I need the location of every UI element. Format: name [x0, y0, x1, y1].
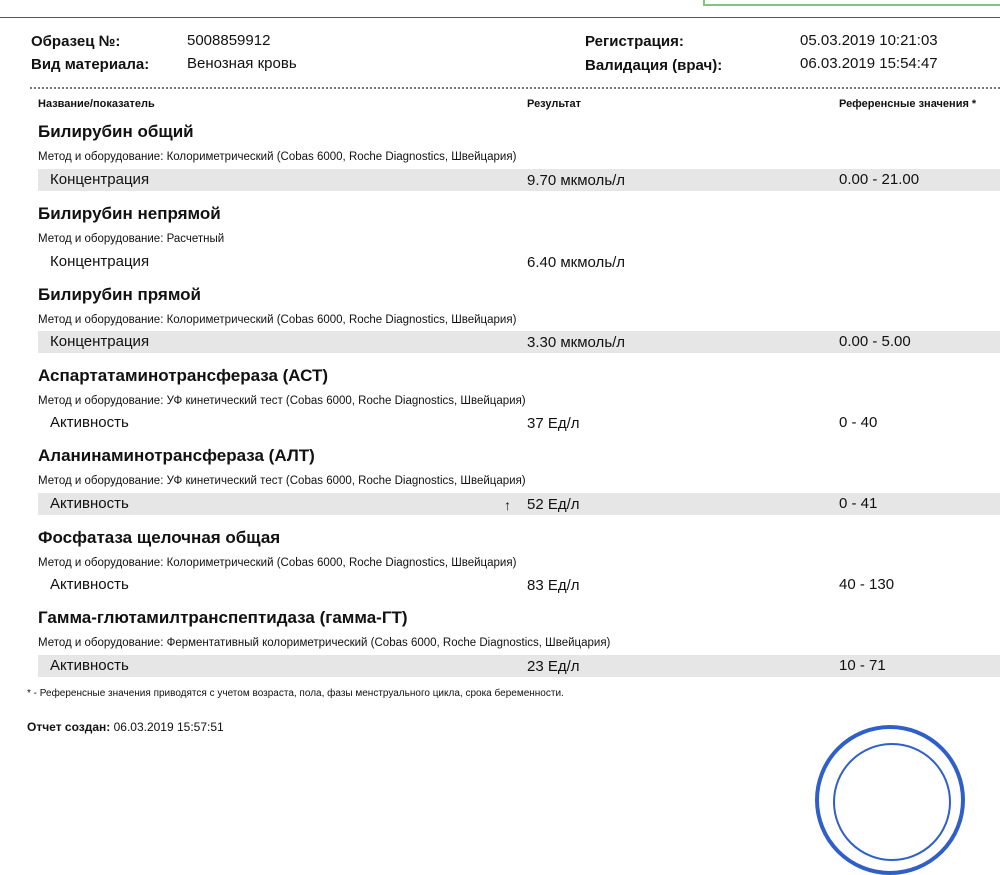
parameter-name: Активность: [50, 576, 129, 593]
validation-label: Валидация (врач):: [585, 57, 723, 74]
result-value: 6.40 мкмоль/л: [527, 254, 626, 271]
method-prefix: Метод и оборудование:: [38, 475, 164, 487]
test-title: Аспартатаминотрансфераза (АСТ): [38, 366, 329, 385]
column-header-name: Название/показатель: [38, 98, 155, 110]
method-prefix: Метод и оборудование:: [38, 395, 164, 407]
result-value: 83 Ед/л: [527, 577, 580, 594]
result-row: [38, 251, 1000, 273]
result-value: 3.30 мкмоль/л: [527, 334, 626, 351]
parameter-name: Концентрация: [50, 333, 150, 350]
result-value: 9.70 мкмоль/л: [527, 172, 626, 189]
result-row: [38, 655, 1000, 677]
reference-range: 0 - 40: [839, 414, 878, 431]
dotted-separator: [30, 87, 1000, 89]
result-row: [38, 331, 1000, 353]
test-title: Билирубин непрямой: [38, 204, 221, 223]
stamp-inner-ring: [833, 743, 951, 861]
test-title: Гамма-глютамилтранспептидаза (гамма-ГТ): [38, 608, 408, 627]
material-type-label: Вид материала:: [31, 56, 150, 73]
sample-number-value: 5008859912: [187, 32, 271, 49]
test-title: Фосфатаза щелочная общая: [38, 528, 281, 547]
parameter-name: Активность: [50, 657, 129, 674]
method-text: Ферментативный колориметрический (Cobas 6000, Roche Diagnostics, Швейцария): [166, 637, 611, 649]
parameter-name: Концентрация: [50, 253, 150, 270]
material-type-value: Венозная кровь: [187, 55, 297, 72]
validation-value: 06.03.2019 15:54:47: [800, 55, 938, 72]
stamp-seal: [815, 725, 965, 875]
test-method: [38, 557, 516, 569]
report-created-value: 06.03.2019 15:57:51: [113, 720, 224, 734]
reference-range: 0.00 - 21.00: [839, 171, 920, 188]
parameter-name: Активность: [50, 495, 129, 512]
parameter-name: Концентрация: [50, 171, 150, 188]
registration-value: 05.03.2019 10:21:03: [800, 32, 938, 49]
method-text: УФ кинетический тест (Cobas 6000, Roche Diagnostics, Швейцария): [166, 475, 526, 487]
test-method: [38, 233, 224, 245]
method-text: Колориметрический (Cobas 6000, Roche Diagnostics, Швейцария): [166, 151, 517, 163]
result-row: [38, 412, 1000, 434]
method-text: Расчетный: [166, 233, 225, 245]
reference-range: 0.00 - 5.00: [839, 333, 911, 350]
result-value: 52 Ед/л: [527, 496, 580, 513]
sample-number-label: Образец №:: [31, 33, 121, 50]
result-row: [38, 493, 1000, 515]
test-method: [38, 151, 516, 163]
reference-range: 0 - 41: [839, 495, 878, 512]
reference-range: 40 - 130: [839, 576, 895, 593]
method-prefix: Метод и оборудование:: [38, 233, 164, 245]
test-method: [38, 395, 526, 407]
top-green-frame: [703, 0, 1000, 6]
test-method: [38, 314, 516, 326]
top-divider: [0, 17, 1000, 18]
test-title: Билирубин общий: [38, 122, 194, 141]
parameter-name: Активность: [50, 414, 129, 431]
report-created: [27, 720, 224, 734]
result-row: [38, 169, 1000, 191]
column-header-reference: Референсные значения *: [839, 98, 977, 110]
method-text: УФ кинетический тест (Cobas 6000, Roche Diagnostics, Швейцария): [166, 395, 526, 407]
method-text: Колориметрический (Cobas 6000, Roche Diagnostics, Швейцария): [166, 314, 517, 326]
test-title: Билирубин прямой: [38, 285, 202, 304]
result-row: [38, 574, 1000, 596]
result-value: 37 Ед/л: [527, 415, 580, 432]
reference-footnote: * - Референсные значения приводятся с учетом возраста, пола, фазы менструального цикла, срока беременности.: [27, 688, 564, 699]
method-prefix: Метод и оборудование:: [38, 151, 164, 163]
method-prefix: Метод и оборудование:: [38, 557, 164, 569]
reference-range: 10 - 71: [839, 657, 886, 674]
arrow-up-icon: ↑: [504, 497, 511, 513]
registration-label: Регистрация:: [585, 33, 684, 50]
method-text: Колориметрический (Cobas 6000, Roche Diagnostics, Швейцария): [166, 557, 517, 569]
report-created-label: Отчет создан:: [27, 720, 111, 734]
result-value: 23 Ед/л: [527, 658, 580, 675]
test-title: Аланинаминотрансфераза (АЛТ): [38, 446, 315, 465]
test-method: [38, 637, 610, 649]
column-header-result: Результат: [527, 98, 582, 110]
method-prefix: Метод и оборудование:: [38, 314, 164, 326]
method-prefix: Метод и оборудование:: [38, 637, 164, 649]
test-method: [38, 475, 526, 487]
